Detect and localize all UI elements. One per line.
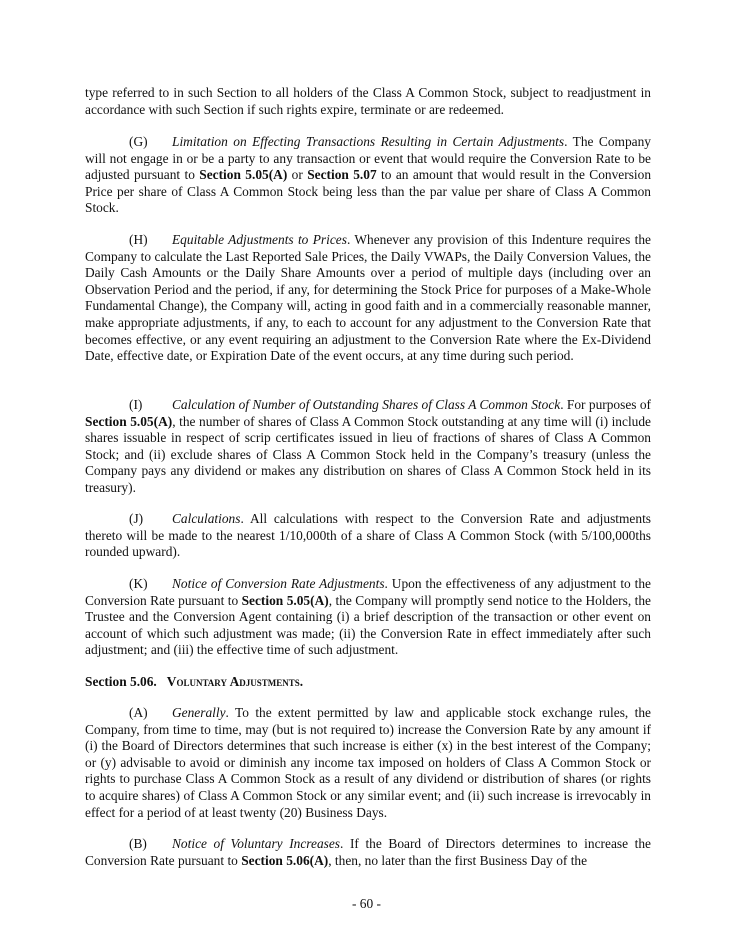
paragraph-caption: Generally <box>172 705 226 720</box>
paragraph-text: , then, no later than the first Business Day of the <box>328 852 588 868</box>
paragraph-number: (A) <box>129 705 148 720</box>
paragraph-text: to an amount that would result in the Conversion Price per share of Class A Common Stock being less than the par value per share of Class A Common Stock. <box>85 167 652 216</box>
paragraph-number: (G) <box>129 134 148 149</box>
paragraph-number: (K) <box>129 576 148 591</box>
paragraph-number: (B) <box>129 836 147 851</box>
section-reference: Section 5.06(A) <box>241 852 329 868</box>
section-reference: Section 5.05(A) <box>85 413 173 429</box>
section-number: Section 5.06. <box>85 674 157 689</box>
paragraph-a <box>85 705 651 821</box>
paragraph-number: (I) <box>129 397 143 412</box>
paragraph-number: (J) <box>129 511 144 526</box>
section-reference: Section 5.05(A) <box>199 167 288 183</box>
paragraph-k <box>85 576 651 659</box>
paragraph-caption: Notice of Voluntary Increases <box>172 836 341 851</box>
paragraph-number: (H) <box>129 232 148 247</box>
paragraph-text: . If the Board of Directors determines to increase the Conversion Rate pursuant to <box>85 836 651 868</box>
section-reference: Section 5.05(A) <box>241 592 329 608</box>
paragraph-caption: Limitation on Effecting Transactions Resulting in Certain Adjustments <box>172 134 565 149</box>
paragraph-text: or <box>287 167 308 183</box>
paragraph-caption: Equitable Adjustments to Prices <box>172 232 347 247</box>
paragraph-h <box>85 232 651 365</box>
section-reference: Section 5.07 <box>307 167 377 183</box>
paragraph-continuation <box>85 85 651 118</box>
paragraph-j <box>85 511 651 561</box>
paragraph-g <box>85 134 651 217</box>
paragraph-text: , the number of shares of Class A Common Stock outstanding at any time will (i) include shares issuable in respect of scrip certificates issued in lieu of fractions of shares of Class A Common Stock; and (ii) exclude shares of Class A Common Stock held in the Company’s treasury (unless the Company pays any dividend or makes any distribution on shares of Class A Common Stock held in its treasury). <box>85 413 651 495</box>
paragraph-text: . Whenever any provision of this Indenture requires the Company to calculate the Last Reported Sale Prices, the Daily VWAPs, the Daily Conversion Values, the Daily Cash Amounts or the Daily Share Amounts over a period of multiple days (including over an Observation Period and the period, if any, for determining the Stock Price for purposes of a Make-Whole Fundamental Change), the Company will, acting in good faith and in a commercially reasonable manner, make appropriate adjustments, if any, to each to account for any adjustment to the Conversion Rate that becomes effective, or any event requiring an adjustment to the Conversion Rate where the Ex-Dividend Date, effective date, or Expiration Date of the event occurs, at any time during such period. <box>85 232 651 364</box>
paragraph-caption: Calculations <box>172 511 241 526</box>
paragraph-text: . Upon the effectiveness of any adjustment to the Conversion Rate pursuant to <box>85 576 652 608</box>
paragraph-text: , the Company will promptly send notice to the Holders, the Trustee and the Conversion Agent containing (i) a brief description of the transaction or other event on account of which such adjustment was made; (ii) the Conversion Rate in effect immediately after such adjustment; and (iii) the effective time of such adjustment. <box>85 592 651 658</box>
paragraph-caption: Notice of Conversion Rate Adjustments <box>172 576 385 591</box>
paragraph-text: . To the extent permitted by law and applicable stock exchange rules, the Company, from time to time, may (but is not required to) increase the Conversion Rate by any amount if (i) the Board of Directors determines that such increase is either (x) in the best interest of the Company; or (y) advisable to avoid or diminish any income tax imposed on holders of Class A Common Stock or rights to purchase Class A Common Stock as a result of any dividend or distribution of shares (or rights to acquire shares) of Class A Common Stock or any similar event; and (ii) such increase is irrevocably in effect for a period of at least twenty (20) Business Days. <box>85 705 651 820</box>
paragraph-text: . For purposes of <box>560 397 651 412</box>
section-heading <box>85 674 303 691</box>
paragraph-text: . All calculations with respect to the Conversion Rate and adjustments thereto will be made to the nearest 1/10,000th of a share of Class A Common Stock (with 5/100,000ths rounded upward). <box>85 511 651 560</box>
paragraph-text: type referred to in such Section to all holders of the Class A Common Stock, subject to readjustment in accordance with such Section if such rights expire, terminate or are redeemed. <box>85 85 651 117</box>
paragraph-text: . The Company will not engage in or be a party to any transaction or event that would require the Conversion Rate to be adjusted pursuant to <box>85 134 651 183</box>
paragraph-caption: Calculation of Number of Outstanding Shares of Class A Common Stock <box>172 397 561 412</box>
paragraph-b <box>85 836 651 869</box>
section-title: Voluntary Adjustments. <box>166 674 304 689</box>
page-number: - 60 - <box>351 896 381 911</box>
paragraph-i <box>85 397 651 497</box>
